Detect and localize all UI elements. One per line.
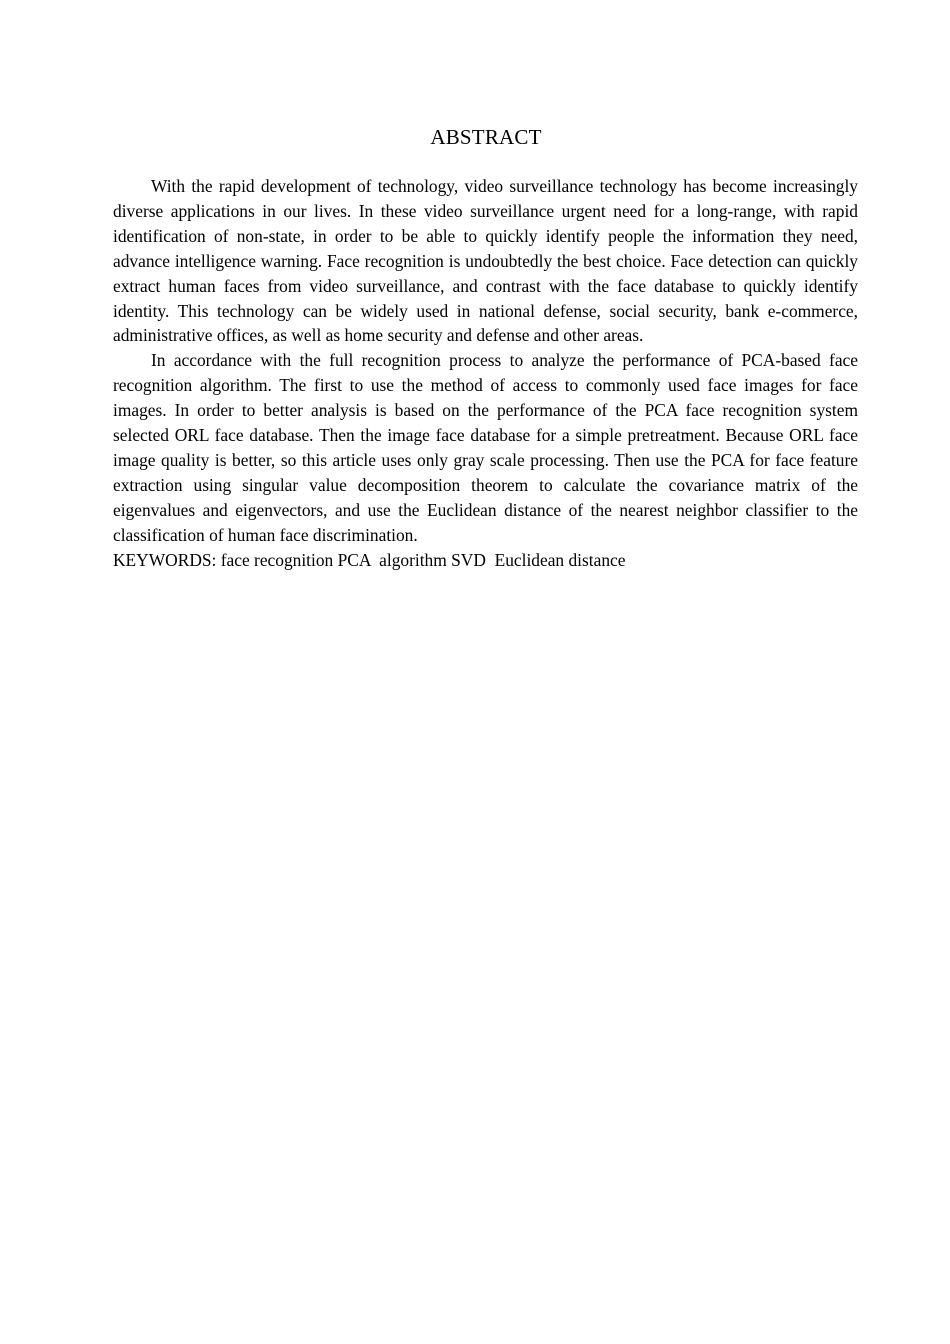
keywords-text: face recognition PCA algorithm SVD Euclidean distance [216, 549, 626, 570]
abstract-body [113, 174, 858, 573]
keywords-line [113, 548, 858, 573]
abstract-paragraph: With the rapid development of technology, video surveillance technology has become increasingly diverse applications in our lives. In these video surveillance urgent need for a long-range, with rapid identification of non-state, in order to be able to quickly identify people the information they need, advance intelligence warning. Face recognition is undoubtedly the best choice. Face detection can quickly extract human faces from video surveillance, and contrast with the face database to quickly identify identity. This technology can be widely used in national defense, social security, bank e-commerce, administrative offices, as well as home security and defense and other areas. [113, 176, 858, 346]
abstract-title: ABSTRACT [430, 125, 542, 149]
keywords-label: KEYWORDS: [113, 549, 217, 570]
abstract-paragraph: In accordance with the full recognition process to analyze the performance of PCA-based face recognition algorithm. The first to use the method of access to commonly used face images for face images. In order to better analysis is based on the performance of the PCA face recognition system selected ORL face database. Then the image face database for a simple pretreatment. Because ORL face image quality is better, so this article uses only gray scale processing. Then use the PCA for face feature extraction using singular value decomposition theorem to calculate the covariance matrix of the eigenvalues and eigenvectors, and use the Euclidean distance of the nearest neighbor classifier to the classification of human face discrimination. [113, 350, 858, 545]
